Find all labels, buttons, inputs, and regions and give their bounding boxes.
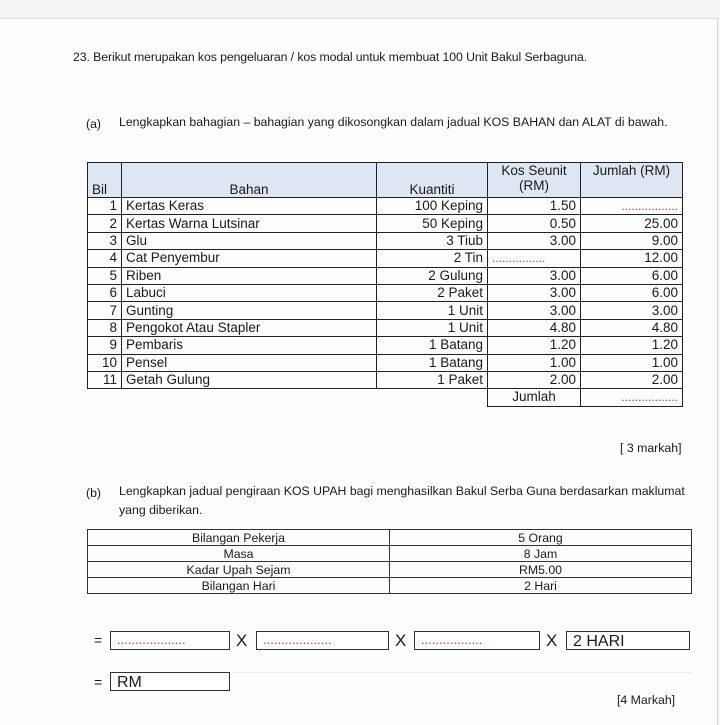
cell-kuantiti: 50 Keping	[377, 215, 488, 232]
part-b-marks: [4 Markah]	[617, 693, 676, 707]
info-label: Masa	[88, 546, 390, 562]
cell-jumlah: 2.00	[581, 371, 683, 388]
cell-kuantiti: 100 Keping	[377, 198, 488, 215]
cell-bahan: Pensel	[122, 354, 377, 371]
empty-cell	[88, 389, 488, 406]
blank-dots: ...................	[117, 632, 186, 647]
cell-kos: 4.80	[488, 319, 581, 336]
cell-kuantiti: 1 Unit	[377, 302, 488, 319]
blank-dots: .................	[621, 390, 678, 405]
total-label: Jumlah	[488, 389, 581, 406]
cell-bahan: Gunting	[122, 302, 377, 319]
header-bahan: Bahan	[122, 163, 377, 198]
table-row	[88, 250, 683, 267]
info-label: Bilangan Pekerja	[88, 530, 390, 546]
info-value: RM5.00	[390, 562, 692, 578]
part-a-marks: [ 3 markah]	[620, 441, 682, 455]
cell-kuantiti: 1 Unit	[377, 319, 488, 336]
days-field[interactable]: 2 HARI	[566, 631, 690, 650]
part-a-label: (a)	[86, 117, 102, 131]
cell-bil: 9	[88, 337, 122, 354]
cell-bil: 8	[88, 319, 122, 336]
cell-bil: 6	[88, 284, 122, 301]
header-bil: Bil	[88, 163, 122, 198]
divider	[232, 672, 692, 673]
cell-kos: 1.20	[488, 337, 581, 354]
cell-jumlah: 25.00	[581, 215, 683, 232]
cell-bahan: Riben	[122, 267, 377, 284]
viewer-top-bar	[0, 0, 720, 19]
cell-kuantiti: 2 Paket	[377, 284, 488, 301]
table-row	[88, 337, 683, 354]
table-row	[88, 354, 683, 371]
cell-jumlah: 12.00	[581, 250, 683, 267]
table-row	[88, 578, 692, 594]
cell-kos: 3.00	[488, 267, 581, 284]
cell-bahan: Glu	[122, 232, 377, 249]
table-row	[88, 267, 683, 284]
cell-bil: 7	[88, 302, 122, 319]
blank-dots: .................	[421, 632, 483, 647]
cell-bahan: Pembaris	[122, 337, 377, 354]
info-value: 8 Jam	[390, 546, 692, 562]
cell-bahan: Pengokot Atau Stapler	[122, 319, 377, 336]
total-row	[88, 389, 683, 406]
cell-kos: 3.00	[488, 284, 581, 301]
cell-jumlah: 6.00	[581, 284, 683, 301]
table-row	[88, 371, 683, 388]
cell-bil: 1	[88, 198, 122, 215]
cell-kuantiti: 2 Gulung	[377, 267, 488, 284]
header-kuantiti: Kuantiti	[377, 163, 488, 198]
cell-kos: 3.00	[488, 232, 581, 249]
blank-field-workers[interactable]	[110, 631, 230, 650]
table-header-row	[88, 163, 683, 198]
info-label: Kadar Upah Sejam	[88, 562, 390, 578]
header-jumlah: Jumlah (RM)	[581, 163, 683, 198]
cell-bahan: Kertas Keras	[122, 198, 377, 215]
table-row	[88, 302, 683, 319]
cell-jumlah: 3.00	[581, 302, 683, 319]
multiply-sign: X	[546, 631, 558, 650]
cell-jumlah: 1.00	[581, 354, 683, 371]
cell-bahan: Cat Penyembur	[122, 250, 377, 267]
cell-jumlah: 4.80	[581, 319, 683, 336]
cell-kos: 2.00	[488, 371, 581, 388]
blank-kos-field[interactable]	[488, 250, 581, 267]
blank-field-hours[interactable]	[256, 631, 389, 650]
table-row	[88, 198, 683, 215]
cell-kos: 1.00	[488, 354, 581, 371]
part-b-instruction: Lengkapkan jadual pengiraan KOS UPAH bagi menghasilkan Bakul Serba Guna berdasarkan maklumat yang diberikan.	[119, 484, 685, 517]
part-b-label: (b)	[86, 486, 102, 500]
info-label: Bilangan Hari	[88, 578, 390, 594]
equals-sign: =	[94, 632, 103, 648]
kos-bahan-table	[87, 162, 683, 407]
cell-bil: 10	[88, 354, 122, 371]
result-field[interactable]: RM	[110, 672, 230, 691]
cell-jumlah: 9.00	[581, 232, 683, 249]
table-row	[88, 546, 692, 562]
info-value: 2 Hari	[390, 578, 692, 594]
blank-dots: ................	[492, 251, 546, 266]
blank-jumlah-field[interactable]	[581, 198, 683, 215]
info-value: 5 Orang	[390, 530, 692, 546]
cell-bil: 2	[88, 215, 122, 232]
cell-bil: 4	[88, 250, 122, 267]
cell-kos: 0.50	[488, 215, 581, 232]
cell-kos: 3.00	[488, 302, 581, 319]
table-row	[88, 284, 683, 301]
multiply-sign: X	[236, 631, 248, 650]
cell-bil: 3	[88, 232, 122, 249]
table-row	[88, 215, 683, 232]
cell-kuantiti: 2 Tin	[377, 250, 488, 267]
cell-kuantiti: 3 Tiub	[377, 232, 488, 249]
part-a-instruction: Lengkapkan bahagian – bahagian yang dikosongkan dalam jadual KOS BAHAN dan ALAT di bawah.	[119, 115, 668, 129]
cell-bahan: Kertas Warna Lutsinar	[122, 215, 377, 232]
table-row	[88, 530, 692, 546]
cell-bil: 5	[88, 267, 122, 284]
blank-dots: ...................	[263, 632, 332, 647]
blank-dots: .................	[621, 199, 678, 214]
cell-bahan: Labuci	[122, 284, 377, 301]
cell-kuantiti: 1 Batang	[377, 354, 488, 371]
table-row	[88, 562, 692, 578]
cell-jumlah: 1.20	[581, 337, 683, 354]
blank-total-field[interactable]	[581, 389, 683, 406]
cell-bil: 11	[88, 371, 122, 388]
blank-field-rate[interactable]	[414, 631, 540, 650]
cell-jumlah: 6.00	[581, 267, 683, 284]
table-row	[88, 319, 683, 336]
kos-upah-table	[87, 529, 692, 594]
cell-kos: 1.50	[488, 198, 581, 215]
multiply-sign: X	[395, 631, 407, 650]
cell-bahan: Getah Gulung	[122, 371, 377, 388]
header-kos-seunit: Kos Seunit (RM)	[488, 163, 581, 198]
cell-kuantiti: 1 Paket	[377, 371, 488, 388]
cell-kuantiti: 1 Batang	[377, 337, 488, 354]
question-title: 23. Berikut merupakan kos pengeluaran / kos modal untuk membuat 100 Unit Bakul Serbaguna.	[73, 50, 588, 64]
equals-sign: =	[94, 674, 103, 690]
table-row	[88, 232, 683, 249]
